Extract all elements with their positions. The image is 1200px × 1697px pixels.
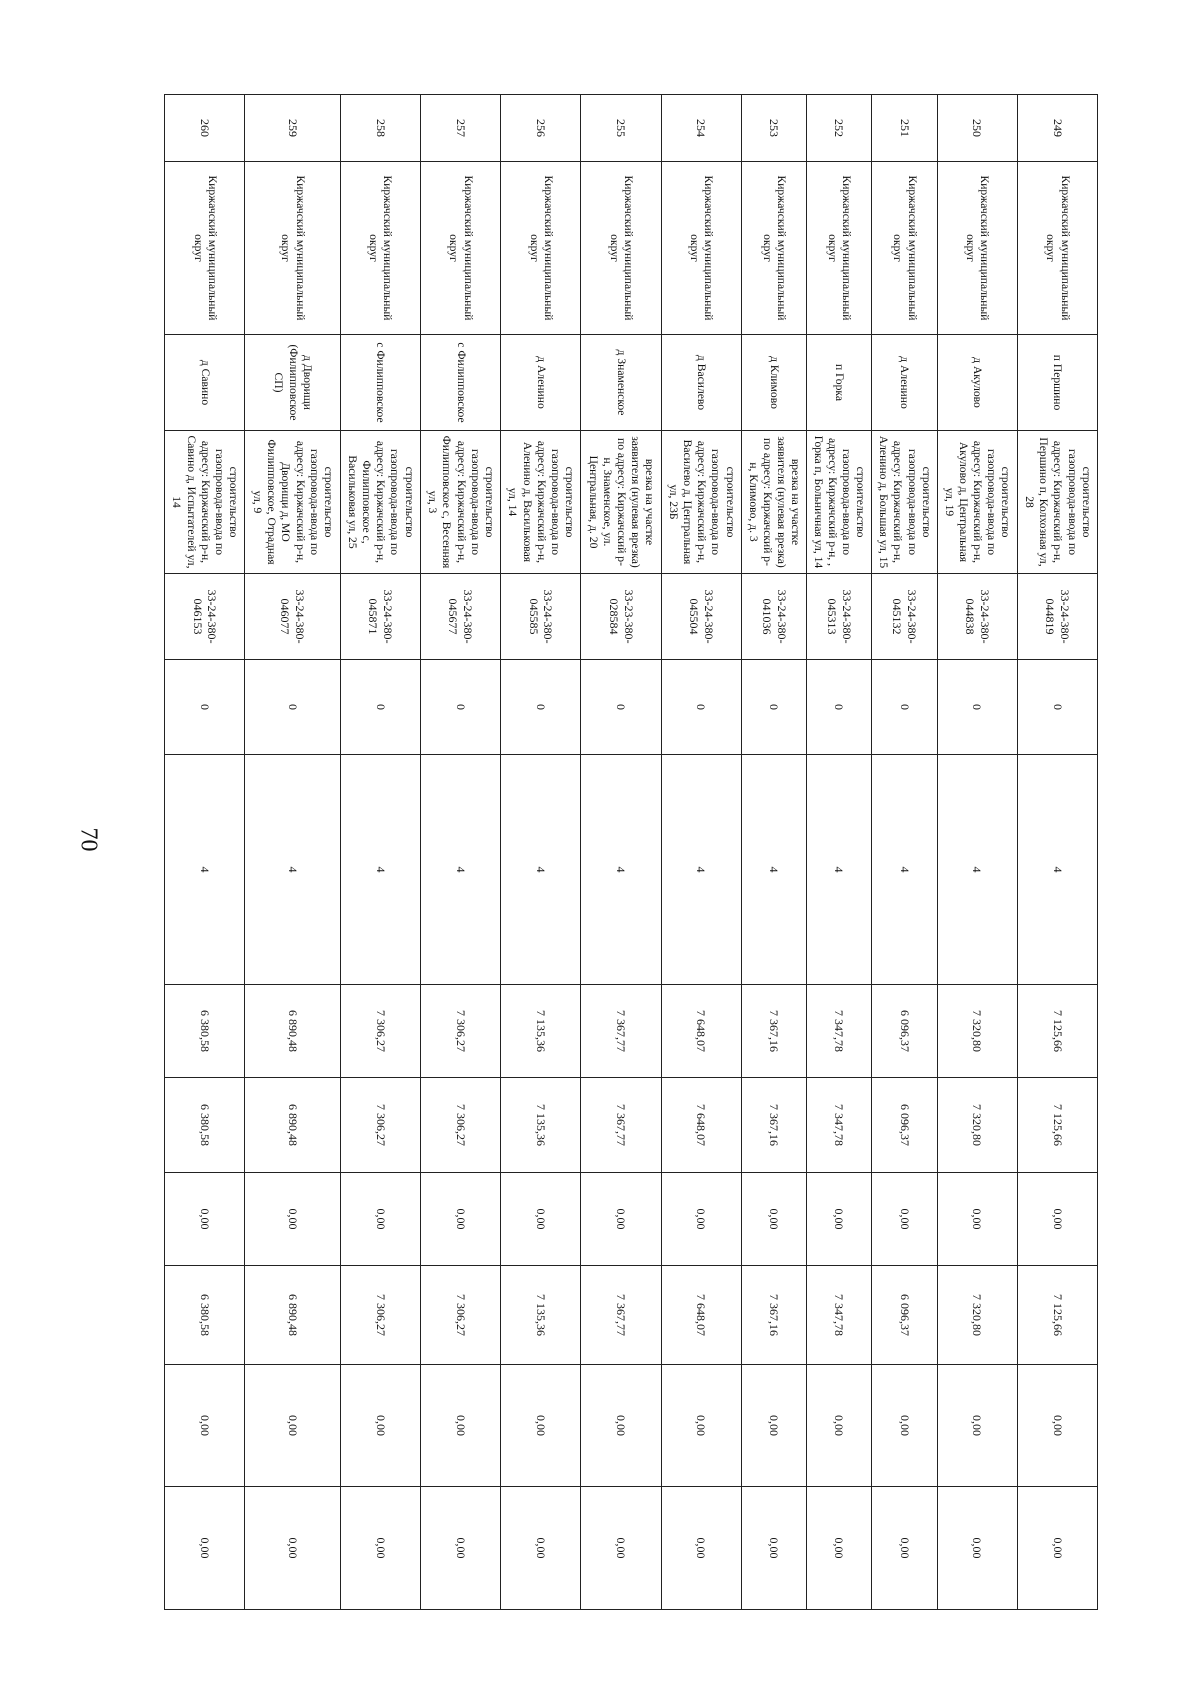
col10-value: 0,00 [165,1173,245,1266]
table-row [501,95,581,1610]
col10-value: 0,00 [872,1173,937,1266]
table-row [661,95,741,1610]
col8-value: 6 380,58 [165,985,245,1078]
col6-value: 0 [501,660,581,755]
col7-value: 4 [661,755,741,985]
table-row [245,95,340,1610]
district-name: Киржачский муниципальный округ [1017,162,1097,335]
locality-name: п Горка [807,335,872,431]
col12-value: 0,00 [420,1365,500,1487]
col11-value: 7 367,16 [741,1266,806,1365]
col8-value: 7 306,27 [340,985,420,1078]
object-code: 33-24-380-041036 [741,574,806,660]
work-description: строительство газопровода-ввода по адресу: Киржачский р-н, Василево д, Центральная ул, 23Б [661,431,741,574]
col7-value: 4 [340,755,420,985]
col7-value: 4 [420,755,500,985]
col8-value: 7 648,07 [661,985,741,1078]
col9-value: 7 135,36 [501,1078,581,1173]
locality-name: д Акулово [937,335,1017,431]
object-code: 33-24-380-044819 [1017,574,1097,660]
col6-value: 0 [937,660,1017,755]
work-description: врезка на участке заявителя (нулевая врезка) по адресу: Киржачский р-н, Климово, д. 3 [741,431,806,574]
col12-value: 0,00 [872,1365,937,1487]
work-description: строительство газопровода-ввода по адресу: Киржачский р-н, Аленино д, Васильковая ул, 14 [501,431,581,574]
col13-value: 0,00 [340,1487,420,1610]
work-description: строительство газопровода-ввода по адресу: Киржачский р-н, Савино д, Испытателей ул, 14 [165,431,245,574]
object-code: 33-24-380-046077 [245,574,340,660]
col7-value: 4 [501,755,581,985]
col7-value: 4 [937,755,1017,985]
district-name: Киржачский муниципальный округ [872,162,937,335]
col8-value: 7 320,80 [937,985,1017,1078]
col6-value: 0 [581,660,661,755]
district-name: Киржачский муниципальный округ [420,162,500,335]
col10-value: 0,00 [581,1173,661,1266]
col9-value: 7 125,66 [1017,1078,1097,1173]
col13-value: 0,00 [741,1487,806,1610]
table-row [807,95,872,1610]
object-code: 33-24-380-046153 [165,574,245,660]
col12-value: 0,00 [340,1365,420,1487]
object-code: 33-24-380-045871 [340,574,420,660]
col10-value: 0,00 [245,1173,340,1266]
col6-value: 0 [872,660,937,755]
col11-value: 6 380,58 [165,1266,245,1365]
col12-value: 0,00 [937,1365,1017,1487]
col8-value: 7 347,78 [807,985,872,1078]
table-row [165,95,245,1610]
col8-value: 7 367,77 [581,985,661,1078]
work-description: строительство газопровода-ввода по адресу: Киржачский р-н, Филипповское с, Весенняя ул, 3 [420,431,500,574]
col12-value: 0,00 [501,1365,581,1487]
work-description: врезка на участке заявителя (нулевая врезка) по адресу: Киржачский р-н, Знаменское, ул. Центральная, д. 20 [581,431,661,574]
col12-value: 0,00 [245,1365,340,1487]
row-number: 257 [420,95,500,162]
row-number: 252 [807,95,872,162]
work-description: строительство газопровода-ввода по адресу: Киржачский р-н, Першино п, Колхозная ул, 28 [1017,431,1097,574]
col9-value: 7 367,77 [581,1078,661,1173]
col13-value: 0,00 [807,1487,872,1610]
district-name: Киржачский муниципальный округ [340,162,420,335]
row-number: 250 [937,95,1017,162]
col7-value: 4 [807,755,872,985]
col8-value: 7 306,27 [420,985,500,1078]
row-number: 249 [1017,95,1097,162]
col10-value: 0,00 [937,1173,1017,1266]
page-number: 70 [75,827,102,852]
col12-value: 0,00 [807,1365,872,1487]
col9-value: 7 306,27 [420,1078,500,1173]
col10-value: 0,00 [661,1173,741,1266]
district-name: Киржачский муниципальный округ [661,162,741,335]
col9-value: 7 306,27 [340,1078,420,1173]
col9-value: 7 347,78 [807,1078,872,1173]
col12-value: 0,00 [1017,1365,1097,1487]
locality-name: с Филипповское [340,335,420,431]
col13-value: 0,00 [872,1487,937,1610]
row-number: 256 [501,95,581,162]
table-row [741,95,806,1610]
object-code: 33-24-380-045585 [501,574,581,660]
col6-value: 0 [165,660,245,755]
locality-name: с Филипповское [420,335,500,431]
col11-value: 7 347,78 [807,1266,872,1365]
table-row [340,95,420,1610]
col6-value: 0 [661,660,741,755]
work-description: строительство газопровода-ввода по адресу: Киржачский р-н, , Горка п, Больничная ул, 14 [807,431,872,574]
col8-value: 7 125,66 [1017,985,1097,1078]
object-code: 33-24-380-045677 [420,574,500,660]
locality-name: д Аленино [872,335,937,431]
row-number: 253 [741,95,806,162]
col11-value: 7 367,77 [581,1266,661,1365]
work-description: строительство газопровода-ввода по адресу: Киржачский р-н, Дворищи д, МО Филипповское, Отрадная ул, 9 [245,431,340,574]
col11-value: 7 125,66 [1017,1266,1097,1365]
work-description: строительство газопровода-ввода по адресу: Киржачский р-н, Акулово д, Центральная ул, 19 [937,431,1017,574]
col11-value: 7 135,36 [501,1266,581,1365]
col13-value: 0,00 [420,1487,500,1610]
col11-value: 7 320,80 [937,1266,1017,1365]
district-name: Киржачский муниципальный округ [165,162,245,335]
row-number: 255 [581,95,661,162]
row-number: 258 [340,95,420,162]
col13-value: 0,00 [501,1487,581,1610]
locality-name: д Савино [165,335,245,431]
object-code: 33-24-380-045313 [807,574,872,660]
col7-value: 4 [1017,755,1097,985]
col7-value: 4 [245,755,340,985]
col10-value: 0,00 [420,1173,500,1266]
col12-value: 0,00 [581,1365,661,1487]
col13-value: 0,00 [245,1487,340,1610]
col10-value: 0,00 [807,1173,872,1266]
col7-value: 4 [872,755,937,985]
col9-value: 7 648,07 [661,1078,741,1173]
district-name: Киржачский муниципальный округ [807,162,872,335]
table-wrapper [164,94,1098,1559]
locality-name: д Аленино [501,335,581,431]
table-row [581,95,661,1610]
col10-value: 0,00 [741,1173,806,1266]
col8-value: 7 367,16 [741,985,806,1078]
col7-value: 4 [581,755,661,985]
col6-value: 0 [807,660,872,755]
col8-value: 6 890,48 [245,985,340,1078]
locality-name: д Климово [741,335,806,431]
col10-value: 0,00 [501,1173,581,1266]
col13-value: 0,00 [1017,1487,1097,1610]
object-code: 33-23-380-028584 [581,574,661,660]
row-number: 251 [872,95,937,162]
col10-value: 0,00 [340,1173,420,1266]
rotated-table-container [164,94,1098,1559]
table-row [937,95,1017,1610]
col13-value: 0,00 [581,1487,661,1610]
col7-value: 4 [165,755,245,985]
col6-value: 0 [340,660,420,755]
col9-value: 7 320,80 [937,1078,1017,1173]
locality-name: д Дворищи (Филипповское СП) [245,335,340,431]
district-name: Киржачский муниципальный округ [245,162,340,335]
col8-value: 7 135,36 [501,985,581,1078]
gas-connection-table [164,94,1098,1610]
object-code: 33-24-380-044838 [937,574,1017,660]
row-number: 254 [661,95,741,162]
work-description: строительство газопровода-ввода по адресу: Киржачский р-н, Филипповское с, Васильковая ул, 25 [340,431,420,574]
col12-value: 0,00 [741,1365,806,1487]
col6-value: 0 [420,660,500,755]
district-name: Киржачский муниципальный округ [937,162,1017,335]
locality-name: д Знаменское [581,335,661,431]
col9-value: 6 380,58 [165,1078,245,1173]
district-name: Киржачский муниципальный округ [501,162,581,335]
row-number: 259 [245,95,340,162]
work-description: строительство газопровода-ввода по адресу: Киржачский р-н, Аленино д, Большая ул, 15 [872,431,937,574]
col9-value: 7 367,16 [741,1078,806,1173]
col13-value: 0,00 [165,1487,245,1610]
locality-name: д Василево [661,335,741,431]
district-name: Киржачский муниципальный округ [741,162,806,335]
col13-value: 0,00 [661,1487,741,1610]
table-row [872,95,937,1610]
col6-value: 0 [1017,660,1097,755]
col11-value: 7 306,27 [340,1266,420,1365]
col9-value: 6 096,37 [872,1078,937,1173]
object-code: 33-24-380-045504 [661,574,741,660]
col11-value: 7 306,27 [420,1266,500,1365]
col9-value: 6 890,48 [245,1078,340,1173]
row-number: 260 [165,95,245,162]
object-code: 33-24-380-045132 [872,574,937,660]
col10-value: 0,00 [1017,1173,1097,1266]
district-name: Киржачский муниципальный округ [581,162,661,335]
col13-value: 0,00 [937,1487,1017,1610]
col12-value: 0,00 [165,1365,245,1487]
locality-name: п Першино [1017,335,1097,431]
col7-value: 4 [741,755,806,985]
col6-value: 0 [245,660,340,755]
table-row [1017,95,1097,1610]
table-row [420,95,500,1610]
col11-value: 6 890,48 [245,1266,340,1365]
col8-value: 6 096,37 [872,985,937,1078]
col11-value: 7 648,07 [661,1266,741,1365]
col12-value: 0,00 [661,1365,741,1487]
col6-value: 0 [741,660,806,755]
col11-value: 6 096,37 [872,1266,937,1365]
